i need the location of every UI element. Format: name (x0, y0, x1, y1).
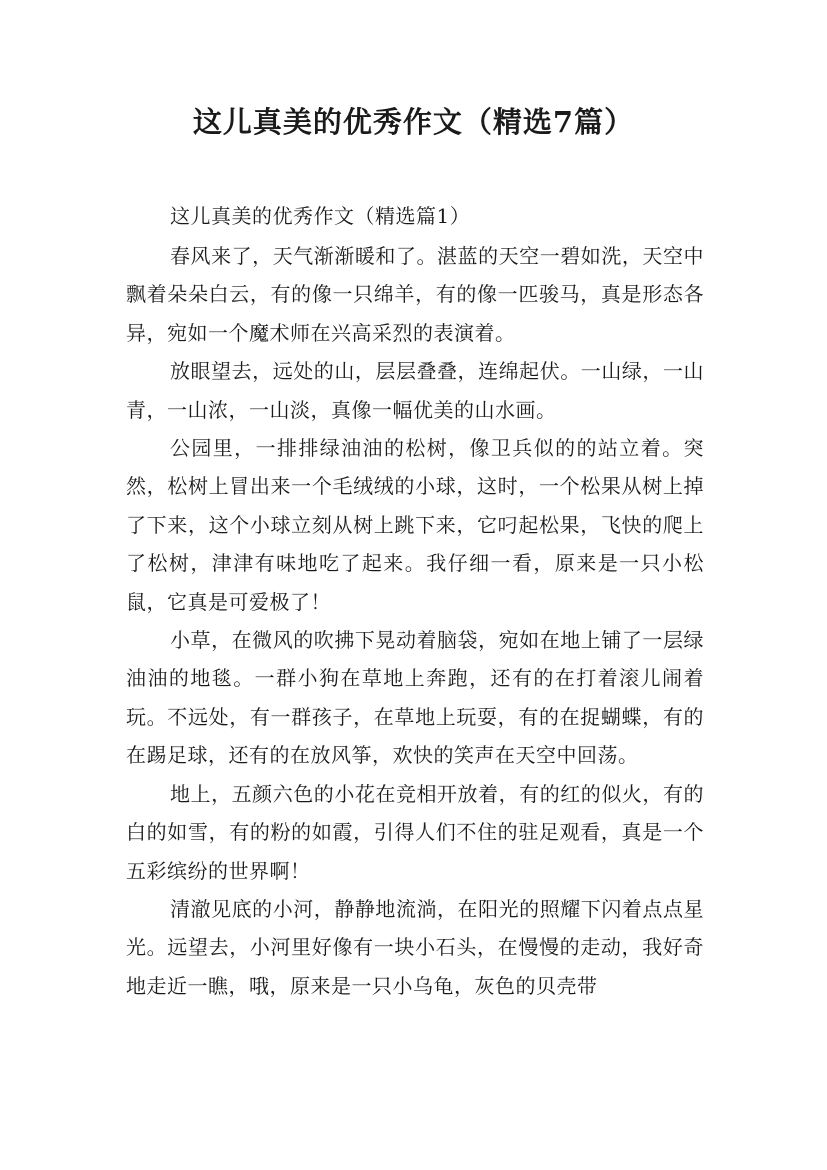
paragraph-1: 春风来了，天气渐渐暖和了。湛蓝的天空一碧如洗，天空中飘着朵朵白云，有的像一只绵羊，有的像一匹骏马，真是形态各异，宛如一个魔术师在兴高采烈的表演着。 (126, 244, 704, 345)
document-title: 这儿真美的优秀作文（精选7篇） (192, 105, 635, 139)
section-heading: 这儿真美的优秀作文（精选篇1） (170, 204, 471, 228)
document-body (126, 197, 704, 1005)
paragraph-5: 地上，五颜六色的小花在竞相开放着，有的红的似火，有的白的如雪，有的粉的如霞，引得人们不住的驻足观看，真是一个五彩缤纷的世界啊！ (126, 781, 704, 883)
paragraph-2: 放眼望去，远处的山，层层叠叠，连绵起伏。一山绿，一山青，一山浓，一山淡，真像一幅优美的山水画。 (126, 359, 704, 422)
paragraph-4: 小草，在微风的吹拂下晃动着脑袋，宛如在地上铺了一层绿油油的地毯。一群小狗在草地上奔跑，还有的在打着滚儿闹着玩。不远处，有一群孩子，在草地上玩耍，有的在捉蝴蝶，有的在踢足球，还有的在放风筝，欢快的笑声在天空中回荡。 (126, 628, 704, 768)
paragraph-3: 公园里，一排排绿油油的松树，像卫兵似的的站立着。突然，松树上冒出来一个毛绒绒的小球，这时，一个松果从树上掉了下来，这个小球立刻从树上跳下来，它叼起松果，飞快的爬上了松树，津津有味地吃了起来。我仔细一看，原来是一只小松鼠，它真是可爱极了！ (126, 436, 704, 614)
paragraph-6: 清澈见底的小河，静静地流淌，在阳光的照耀下闪着点点星光。远望去，小河里好像有一块小石头，在慢慢的走动，我好奇地走近一瞧，哦，原来是一只小乌龟，灰色的贝壳带 (126, 896, 704, 998)
